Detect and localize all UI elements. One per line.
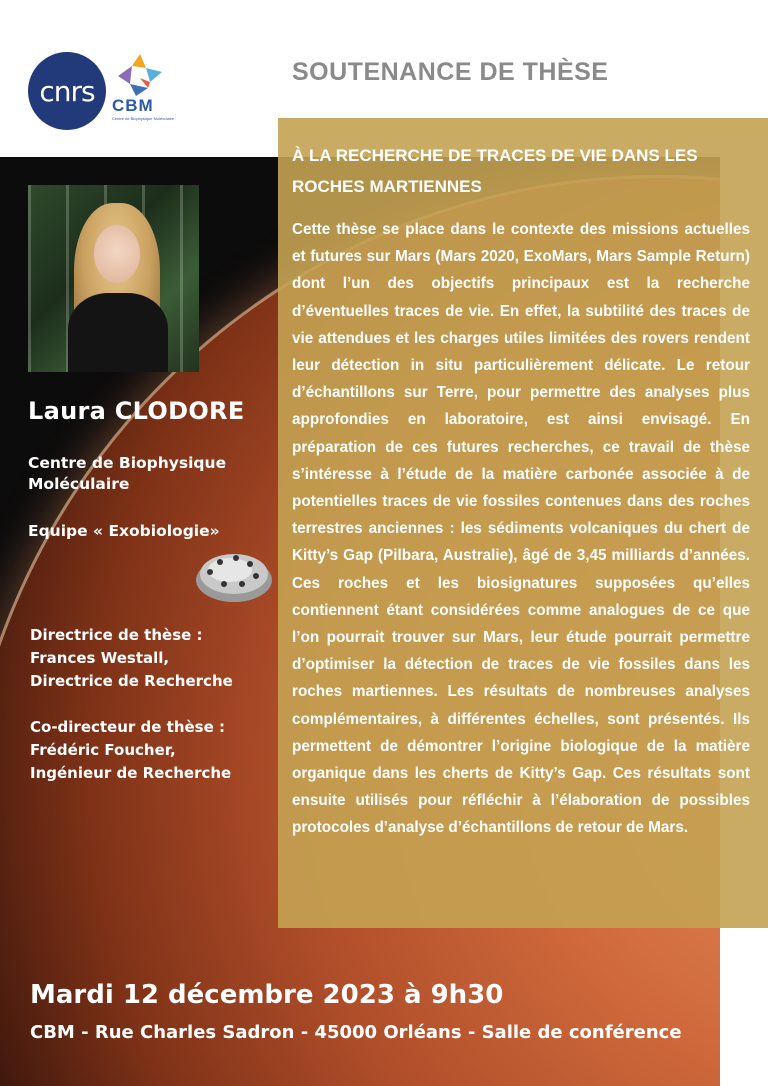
- cbm-logo-text: CBM: [112, 96, 154, 115]
- supervisor-codirector: [30, 716, 270, 785]
- supervisor-title: Ingénieur de Recherche: [30, 764, 232, 782]
- supervisors-section: [30, 624, 270, 808]
- event-location: CBM - Rue Charles Sadron - 45000 Orléans - Salle de conférence: [30, 1022, 682, 1043]
- supervisor-name: Frances Westall,: [30, 649, 170, 667]
- cbm-logo: [112, 52, 175, 126]
- space-probe-icon: [190, 540, 278, 610]
- supervisor-director: [30, 624, 270, 693]
- page-title: SOUTENANCE DE THÈSE: [292, 58, 609, 86]
- thesis-abstract: Cette thèse se place dans le contexte des missions actuelles et futures sur Mars (Mars 2020, ExoMars, Mars Sample Return) dont l’un des objectifs principaux est la recherche d’éventuelles traces de vie. En effet, la subtilité des traces de vie attendues et les charges utiles limitées des rovers rendent leur détection in situ particulièrement délicate. Le retour d’échantillons sur Terre, pour permettre des analyses plus approfondies en laboratoire, est ainsi envisagé. En préparation de ces futures recherches, ce travail de thèse s’intéresse à l’étude de la matière carbonée associée à de potentielles traces de vie fossiles contenues dans des roches terrestres anciennes : les sédiments volcaniques du chert de Kitty’s Gap (Pilbara, Australie), âgé de 3,45 milliards d’années. Ces roches et les biosignatures supposées qu’elles contiennent étant considérées comme analogues de ce que l’on pourrait trouver sur Mars, leur étude pourrait permettre d’optimiser la détection de traces de vie fossiles dans les roches martiennes. Les résultats de nombreuses analyses complémentaires, à différentes échelles, sont présentés. Ils permettent de démontrer l’origine biologique de la matière organique dans les cherts de Kitty’s Gap. Ces résultats sont ensuite utilisés pour réfléchir à l’élaboration de possibles protocoles d’analyse d’échantillons de retour de Mars.: [292, 221, 750, 837]
- candidate-name: Laura CLODORE: [28, 397, 245, 425]
- cbm-logo-subtitle: Centre de Biophysique Moléculaire: [112, 116, 175, 121]
- supervisor-name: Frédéric Foucher,: [30, 741, 176, 759]
- thesis-title: À LA RECHERCHE DE TRACES DE VIE DANS LES ROCHES MARTIENNES: [292, 146, 698, 196]
- cbm-star-icon: [114, 52, 166, 96]
- event-date: Mardi 12 décembre 2023 à 9h30: [30, 980, 504, 1010]
- candidate-lab: Centre de Biophysique Moléculaire: [28, 454, 227, 493]
- candidate-photo: [28, 185, 199, 372]
- supervisor-role: Co-directeur de thèse :: [30, 718, 225, 736]
- supervisor-role: Directrice de thèse :: [30, 626, 203, 644]
- cnrs-logo-text: cnrs: [39, 74, 95, 108]
- supervisor-title: Directrice de Recherche: [30, 672, 233, 690]
- cnrs-logo: [28, 52, 106, 130]
- candidate-team: Equipe « Exobiologie»: [28, 522, 220, 540]
